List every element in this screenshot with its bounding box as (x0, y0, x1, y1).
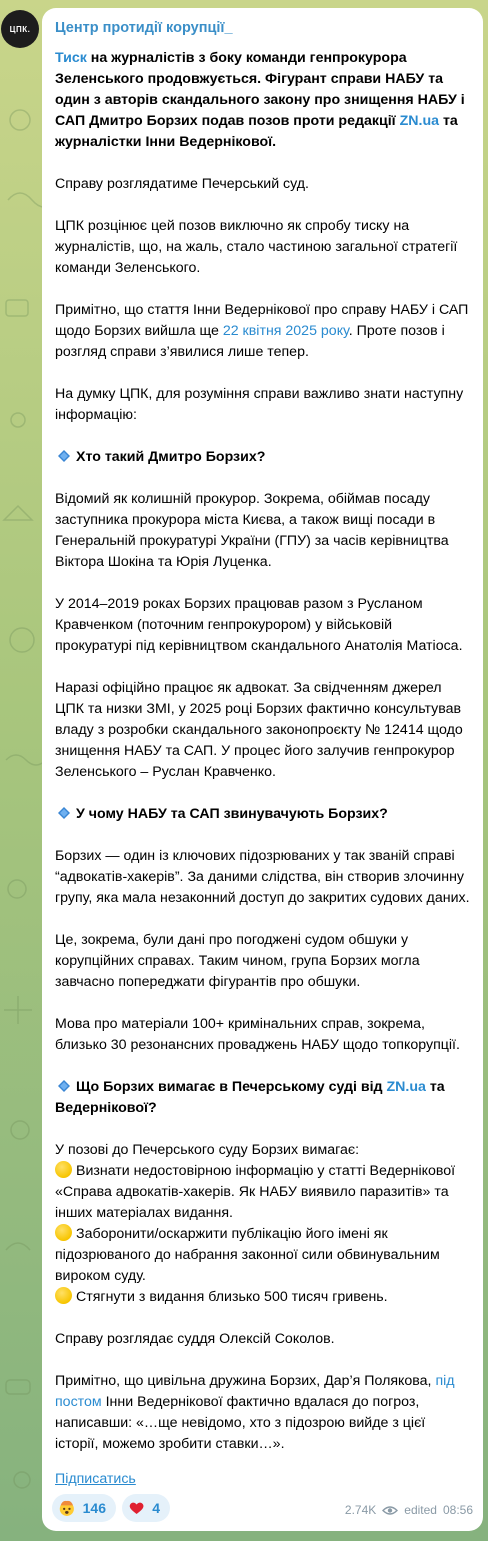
post-paragraph-14-text-b: Інни Ведернікової фактично вдалася до погроз, написавши: «…ще невідомо, хто з підозрою вийде з цієї історії, можемо зробити ставки…». (55, 1394, 426, 1452)
link-article-date[interactable]: 22 квітня 2025 року (222, 323, 349, 339)
blue-diamond-icon (58, 1080, 70, 1092)
post-paragraph-13: Справу розглядає суддя Олексій Соколов. (55, 1331, 335, 1347)
reaction-heart-count: 4 (152, 1499, 160, 1516)
post-paragraph-9: Борзих — один із ключових підозрюваних у так званій справі “адвокатів-хакерів”. За даними слідства, він створив злочинну групу, яка мала незаконний доступ до закритих судових даних. (55, 848, 470, 906)
section-heading-2-text: У чому НАБУ та САП звинувачують Борзих? (76, 806, 388, 822)
eye-icon (382, 1505, 398, 1516)
post-paragraph-2: Справу розглядатиме Печерський суд. (55, 176, 309, 192)
message-bubble (42, 8, 483, 1531)
reaction-mind-blown[interactable] (52, 1494, 116, 1522)
post-paragraph-5: На думку ЦПК, для розуміння справи важливо знати наступну інформацію: (55, 386, 464, 423)
post-paragraph-14 (55, 1371, 471, 1455)
list-item-1 (55, 1161, 471, 1224)
message-footer (52, 1494, 473, 1522)
post-paragraph-14-text-a: Примітно, що цивільна дружина Борзих, Дар’я Полякова, (55, 1373, 436, 1389)
red-heart-icon (128, 1498, 145, 1518)
reaction-mind-blown-count: 146 (82, 1499, 106, 1516)
list-item-2-text: Заборонити/оскаржити публікацію його імені як підозрюваного до набрання законної сили обвинувальним вироком суду. (55, 1226, 440, 1284)
post-paragraph-3: ЦПК розцінює цей позов виключно як спробу тиску на журналістів, що, на жаль, стало частиною загальної стратегії команди Зеленського. (55, 218, 458, 276)
post-paragraph-4 (55, 300, 471, 363)
section-heading-1-text: Хто такий Дмитро Борзих? (76, 449, 266, 465)
post-paragraph-6: Відомий як колишній прокурор. Зокрема, обіймав посаду заступника прокурора міста Києва, а також вищі посади в Генеральній прокуратурі України (ГПУ) за часів керівництва Віктора Шокіна та Юрія Луценка. (55, 491, 449, 570)
channel-avatar-text: ЦПК. (9, 24, 31, 34)
channel-name[interactable]: Центр протидії корупції_ (55, 20, 233, 36)
section-heading-1 (55, 447, 471, 468)
post-paragraph-12: У позові до Печерського суду Борзих вимагає: (55, 1142, 360, 1158)
post-paragraph-1-text-a: на журналістів з боку команди генпрокурора Зеленського продовжується. Фігурант справи НАБУ та один з авторів скандального закону про знищення НАБУ і САП Дмитро Борзих подав позов проти редакції (55, 50, 465, 129)
reaction-heart[interactable] (122, 1494, 170, 1522)
post-paragraph-7: У 2014–2019 роках Борзих працював разом з Русланом Кравченком (поточним генпрокурором) у військовій прокуратурі під керівництвом скандального Анатолія Матіоса. (55, 596, 463, 654)
view-count: 2.74K (344, 1503, 377, 1517)
link-zn-ua-heading[interactable]: ZN.ua (386, 1079, 426, 1095)
post-paragraph-11: Мова про матеріали 100+ кримінальних справ, зокрема, близько 30 резонансних проваджень НАБУ щодо топкорупції. (55, 1016, 460, 1053)
subscribe-link[interactable]: Підписатись (55, 1471, 136, 1487)
list-item-3-text: Стягнути з видання близько 500 тисяч гривень. (76, 1289, 388, 1305)
post-paragraph-8: Наразі офіційно працює як адвокат. За свідченням джерел ЦПК та низки ЗМІ, у 2025 році Борзих фактично консультував владу з розробки скандального законопроєкту № 12414 щодо знищення НАБУ та САП. У процес його залучив генпрокурор Зеленського – Руслан Кравченко. (55, 680, 463, 780)
section-heading-3 (55, 1077, 471, 1119)
section-heading-3-text-b: та Ведернікової? (55, 1079, 445, 1116)
post-paragraph-10: Це, зокрема, були дані про погоджені судом обшуки у корупційних справах. Таким чином, група Борзих могла завчасно попереджати фігурантів про обшуки. (55, 932, 420, 990)
post-paragraph-4-text-a: Примітно, що стаття Інни Ведернікової про справу НАБУ і САП щодо Борзих вийшла ще (55, 302, 469, 339)
post-paragraph-1 (55, 48, 471, 153)
edited-label: edited (404, 1503, 437, 1517)
link-zn-ua[interactable]: ZN.ua (399, 113, 440, 129)
section-heading-2 (55, 804, 471, 825)
post-paragraph-4-text-b: . Проте позов і розгляд справи з’явилися лише тепер. (55, 323, 445, 360)
list-item-1-text: Визнати недостовірною інформацію у статті Ведернікової «Справа адвокатів-хакерів. Як НАБУ виявило паразитів» та інших матеріалах видання. (55, 1163, 456, 1221)
channel-avatar[interactable] (1, 10, 39, 48)
list-item-2 (55, 1224, 471, 1287)
blue-diamond-icon (58, 807, 70, 819)
yellow-circle-icon (55, 1224, 72, 1241)
yellow-circle-icon (55, 1287, 72, 1304)
section-heading-3-text-a: Що Борзих вимагає в Печерському суді від (76, 1079, 387, 1095)
yellow-circle-icon (55, 1161, 72, 1178)
mind-blown-emoji-icon (58, 1498, 76, 1518)
message-meta (345, 1500, 473, 1521)
link-under-post[interactable]: під постом (55, 1373, 455, 1410)
link-pressure[interactable]: Тиск (55, 50, 87, 66)
blue-diamond-icon (58, 450, 70, 462)
list-item-3 (55, 1287, 471, 1308)
message-time: 08:56 (442, 1503, 473, 1517)
post-paragraph-1-text-b: та журналістки Інни Ведернікової. (55, 113, 458, 150)
